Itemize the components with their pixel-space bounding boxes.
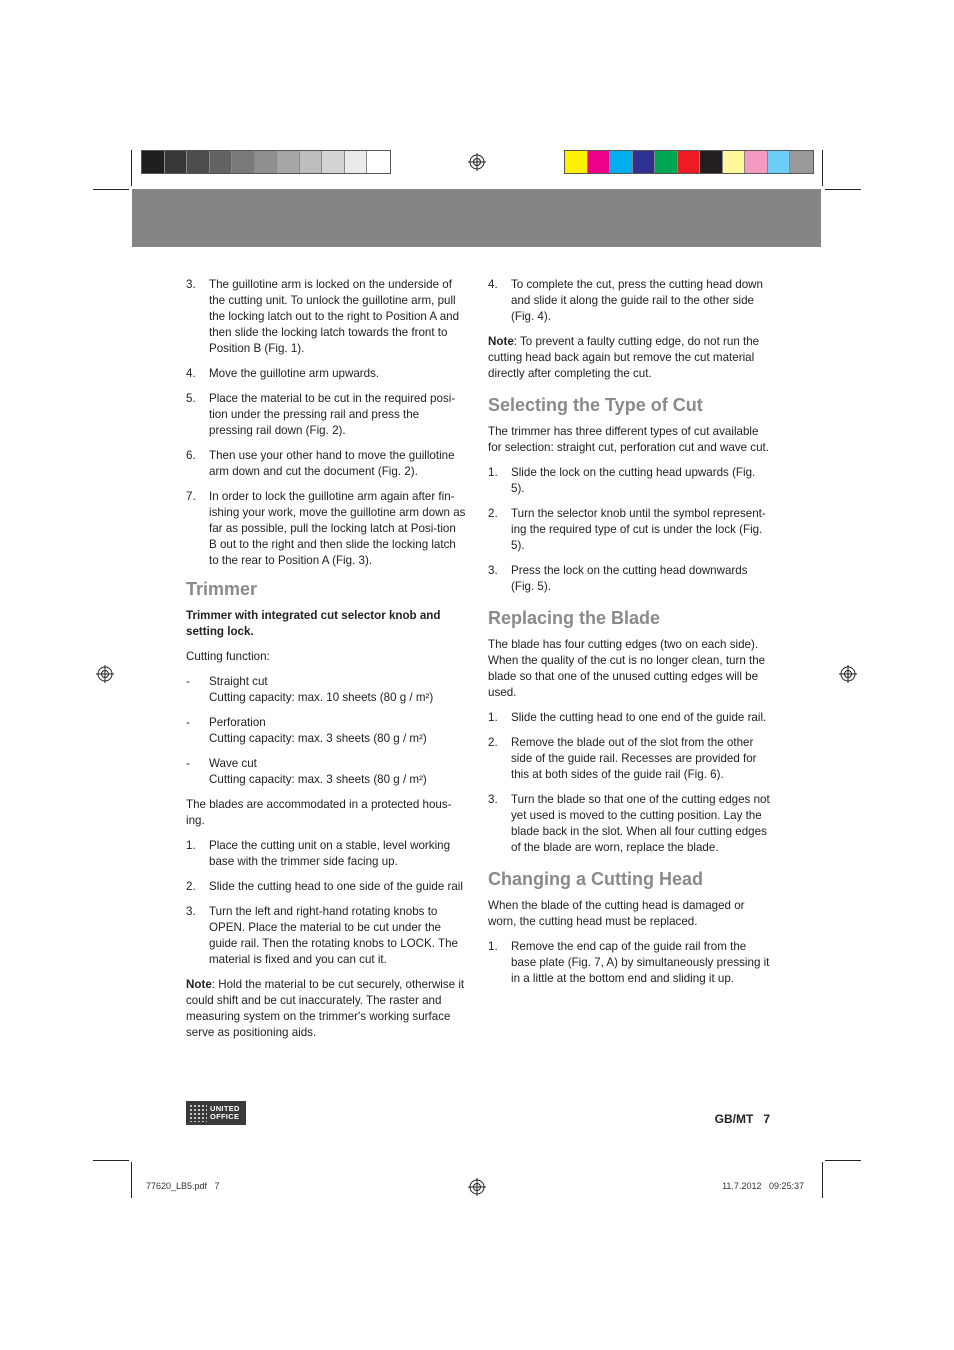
logo-line-2: OFFICE <box>210 1112 240 1121</box>
dash-bullet: - <box>186 675 190 688</box>
cut-type-item <box>186 756 466 788</box>
dash-bullet: - <box>186 716 190 729</box>
cut-type-name: Perforation <box>209 716 266 729</box>
colour-swatch <box>678 151 701 173</box>
list-text: To complete the cut, press the cutting head down and slide it along the guide rail to the other side (Fig. 4). <box>511 278 763 323</box>
right-column <box>488 277 770 996</box>
note-label: Note <box>488 335 514 348</box>
colour-swatch <box>768 151 791 173</box>
list-number: 1. <box>488 940 498 953</box>
registration-mark-icon <box>468 153 486 171</box>
list-item <box>488 465 770 497</box>
trimmer-heading: Trimmer <box>186 579 258 599</box>
list-text: Remove the blade out of the slot from the other side of the guide rail. Recesses are provided for this at both sides of the guide rail (Fig. 6). <box>511 736 757 781</box>
replacing-intro: The blade has four cutting edges (two on each side). When the quality of the cut is no longer clean, turn the blade so that one of the unused cutting edges will be used. <box>488 638 766 699</box>
right-note <box>488 334 770 382</box>
registration-mark-icon <box>96 665 114 683</box>
selecting-intro: The trimmer has three different types of cut available for selection: straight cut, perforation cut and wave cut. <box>488 425 769 454</box>
changing-intro: When the blade of the cutting head is damaged or worn, the cutting head must be replaced. <box>488 899 745 928</box>
registration-mark-icon <box>468 1178 486 1196</box>
list-number: 6. <box>186 449 196 462</box>
list-text: Remove the end cap of the guide rail from the base plate (Fig. 7, A) by simultaneously pressing it in a little at the bottom end and sliding it up. <box>511 940 770 985</box>
colour-swatch <box>277 151 300 173</box>
replacing-heading: Replacing the Blade <box>488 608 661 628</box>
list-item <box>488 735 770 783</box>
united-office-logo <box>186 1101 246 1125</box>
header-band <box>132 189 821 247</box>
list-item <box>488 563 770 595</box>
cut-type-item <box>186 674 466 706</box>
colour-swatch <box>165 151 188 173</box>
page-number: GB/MT 7 <box>714 1112 770 1126</box>
file-name: 77620_LB5.pdf 7 <box>146 1181 220 1191</box>
trimmer-subheading: Trimmer with integrated cut selector knob and setting lock. <box>186 609 441 638</box>
cut-type-item <box>186 715 466 747</box>
list-text: Press the lock on the cutting head downwards (Fig. 5). <box>511 564 748 593</box>
cut-type-name: Wave cut <box>209 757 257 770</box>
logo-grid-icon <box>189 1104 207 1122</box>
list-item <box>186 904 466 968</box>
list-item <box>186 448 466 480</box>
list-number: 2. <box>488 507 498 520</box>
crop-mark-bottom-right-h <box>825 1160 861 1161</box>
print-datetime: 11.7.2012 09:25:37 <box>722 1181 804 1191</box>
list-item <box>186 277 466 357</box>
list-number: 1. <box>488 711 498 724</box>
colour-swatch <box>588 151 611 173</box>
cut-type-text <box>209 674 466 706</box>
colour-swatch <box>142 151 165 173</box>
left-column <box>186 277 466 1050</box>
blades-text: The blades are accommodated in a protected hous-ing. <box>186 798 452 827</box>
colour-swatch <box>232 151 255 173</box>
crop-mark-top-left-v <box>131 150 132 186</box>
dash-bullet: - <box>186 757 190 770</box>
list-text: Place the cutting unit on a stable, level working base with the trimmer side facing up. <box>209 839 451 868</box>
list-text: Then use your other hand to move the guillotine arm down and cut the document (Fig. 2). <box>209 449 455 478</box>
cutting-function-label: Cutting function: <box>186 650 270 663</box>
list-number: 4. <box>186 367 196 380</box>
colour-swatch <box>745 151 768 173</box>
colour-swatch <box>723 151 746 173</box>
list-number: 2. <box>186 880 196 893</box>
list-text: Slide the cutting head to one end of the guide rail. <box>511 711 767 724</box>
list-number: 3. <box>488 793 498 806</box>
list-item <box>488 939 770 987</box>
list-text: Place the material to be cut in the required posi-tion under the pressing rail and press the pressing rail down (Fig. 2). <box>209 392 456 437</box>
list-item <box>186 489 466 569</box>
list-item <box>186 838 466 870</box>
list-number: 1. <box>186 839 196 852</box>
list-item <box>488 710 770 726</box>
left-note <box>186 977 466 1041</box>
colour-swatch <box>322 151 345 173</box>
colour-swatch <box>633 151 656 173</box>
colour-swatch <box>187 151 210 173</box>
colour-swatch <box>565 151 588 173</box>
registration-mark-icon <box>839 665 857 683</box>
list-number: 7. <box>186 490 196 503</box>
colour-swatch <box>700 151 723 173</box>
cut-capacity: Cutting capacity: max. 3 sheets (80 g / m²) <box>209 732 427 745</box>
list-text: In order to lock the guillotine arm again after fin-ishing your work, move the guillotine arm down as far as possible, pull the locking latch at Posi-tion B out to the right and then slide the locking latch to the rear to Position A (Fig. 3). <box>209 490 466 567</box>
list-number: 1. <box>488 466 498 479</box>
list-number: 3. <box>186 905 196 918</box>
crop-mark-top-right-h <box>825 189 861 190</box>
cut-type-text <box>209 715 466 747</box>
changing-heading: Changing a Cutting Head <box>488 869 703 889</box>
list-text: Slide the cutting head to one side of the guide rail <box>209 880 463 893</box>
logo-text <box>210 1105 240 1121</box>
grey-colour-bar <box>141 150 391 174</box>
colour-swatch <box>610 151 633 173</box>
crop-mark-top-right-v <box>822 150 823 186</box>
colour-swatch <box>300 151 323 173</box>
list-number: 3. <box>488 564 498 577</box>
colour-swatch <box>345 151 368 173</box>
process-colour-bar <box>564 150 814 174</box>
list-item <box>186 366 466 382</box>
cut-capacity: Cutting capacity: max. 3 sheets (80 g / m²) <box>209 773 427 786</box>
list-item <box>186 391 466 439</box>
note-text: : Hold the material to be cut securely, otherwise it could shift and be cut inaccurately. The raster and measuring system on the trimmer's working surface serve as positioning aids. <box>186 978 465 1039</box>
cut-type-name: Straight cut <box>209 675 268 688</box>
list-number: 5. <box>186 392 196 405</box>
colour-swatch <box>367 151 390 173</box>
colour-swatch <box>790 151 813 173</box>
list-text: Turn the blade so that one of the cutting edges not yet used is moved to the cutting position. Lay the blade back in the slot. When all four cutting edges of the blade are worn, replace the blade. <box>511 793 770 854</box>
note-label: Note <box>186 978 212 991</box>
cut-type-text <box>209 756 466 788</box>
logo-line-1: UNITED <box>210 1104 240 1113</box>
list-item <box>488 792 770 856</box>
note-text: : To prevent a faulty cutting edge, do not run the cutting head back again but remove the cut material directly after completing the cut. <box>488 335 760 380</box>
list-text: Move the guillotine arm upwards. <box>209 367 380 380</box>
colour-swatch <box>255 151 278 173</box>
crop-mark-bottom-left-h <box>93 1160 129 1161</box>
selecting-heading: Selecting the Type of Cut <box>488 395 703 415</box>
list-number: 3. <box>186 278 196 291</box>
crop-mark-bottom-left-v <box>131 1162 132 1198</box>
list-number: 2. <box>488 736 498 749</box>
list-text: Turn the left and right-hand rotating knobs to OPEN. Place the material to be cut under the guide rail. Then the rotating knobs to LOCK. The material is fixed and you can cut it. <box>209 905 458 966</box>
list-item <box>488 277 770 325</box>
crop-mark-bottom-right-v <box>822 1162 823 1198</box>
colour-swatch <box>210 151 233 173</box>
cut-capacity: Cutting capacity: max. 10 sheets (80 g / m²) <box>209 691 434 704</box>
list-number: 4. <box>488 278 498 291</box>
list-text: Slide the lock on the cutting head upwards (Fig. 5). <box>511 466 756 495</box>
crop-mark-top-left-h <box>93 189 129 190</box>
list-text: Turn the selector knob until the symbol represent-ing the required type of cut is under the lock (Fig. 5). <box>511 507 766 552</box>
list-text: The guillotine arm is locked on the underside of the cutting unit. To unlock the guillotine arm, pull the locking latch out to the right to Position A and then slide the locking latch towards the front to Position B (Fig. 1). <box>209 278 460 355</box>
list-item <box>186 879 466 895</box>
colour-swatch <box>655 151 678 173</box>
list-item <box>488 506 770 554</box>
